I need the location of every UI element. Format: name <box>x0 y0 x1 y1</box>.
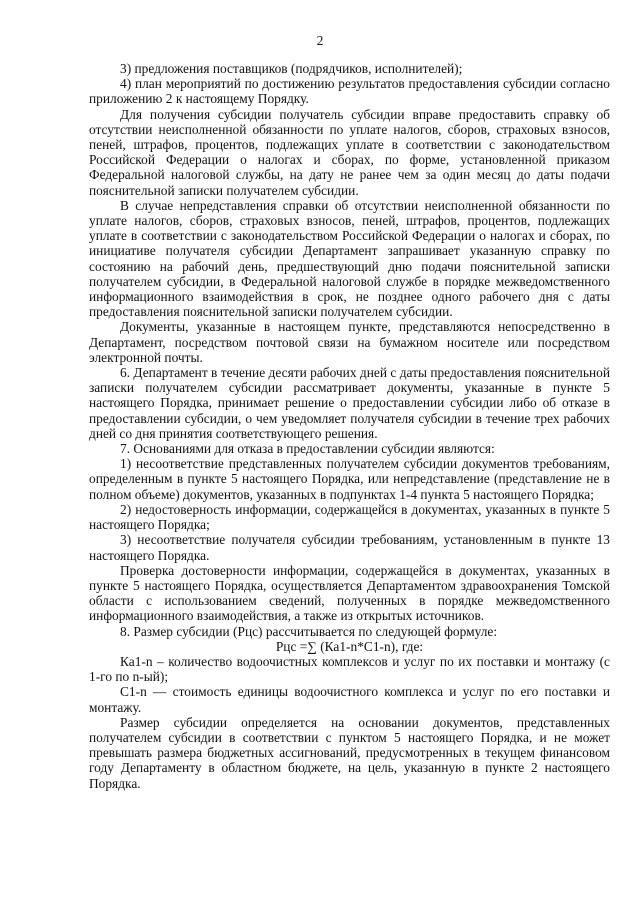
paragraph-certificate-request: В случае непредставления справки об отсутствии неисполненной обязанности по уплате налогов, сборов, страховых взносов, пеней, штрафов, процентов, подлежащих уплате в соответствии с законодательством Российской Федерации о налогах и сборах, по инициативе получателя субсидии Департамент запрашивает указанную справку по состоянию на рабочий день, предшествующий дню подачи пояснительной записки получателем субсидии, в Федеральной налоговой службе в порядке межведомственного информационного взаимодействия в срок, не позднее одного рабочего дня с даты предоставления пояснительной записки получателем субсидии. <box>89 197 610 320</box>
paragraph-tax-certificate: Для получения субсидии получатель субсидии вправе предоставить справку об отсутствии неисполненной обязанности по уплате налогов, сборов, страховых взносов, пеней, штрафов, процентов, подлежащих уплате в соответствии с законодательством Российской Федерации о налогах и сборах, по форме, установленной приказом Федеральной налоговой службы, на дату не ранее чем за один месяц до даты подачи пояснительной записки получателем субсидии. <box>89 106 610 198</box>
page-number: 2 <box>316 33 324 48</box>
paragraph-document-submission: Документы, указанные в настоящем пункте, представляются непосредственно в Департамент, посредством почтовой связи на бумажном носителе или посредством электронной почты. <box>89 319 610 365</box>
paragraph-refusal-1: 1) несоответствие представленных получателем субсидии документов требованиям, определенным в пункте 5 настоящего Порядка, или непредставление (представление не в полном объеме) документов, указанных в подпунктах 1-4 пункта 5 настоящего Порядка; <box>89 456 610 502</box>
document-body <box>89 61 610 791</box>
paragraph-item-3: 3) предложения поставщиков (подрядчиков, исполнителей); <box>120 61 463 76</box>
paragraph-point-8: 8. Размер субсидии (Рцс) рассчитывается по следующей формуле: <box>120 623 498 639</box>
paragraph-subsidy-limit: Размер субсидии определяется на основании документов, представленных получателем субсидии в соответствии с пунктом 5 настоящего Порядка, и не может превышать размера бюджетных ассигнований, предусмотренных в текущем финансовом году Департаменту в областном бюджете, на цель, указанную в пункте 2 настоящего Порядка. <box>89 714 610 791</box>
paragraph-point-6: 6. Департамент в течение десяти рабочих дней с даты предоставления пояснительной записки получателем субсидии рассматривает документы, указанные в пункте 5 настоящего Порядка, принимает решение о предоставлении субсидии либо об отказе в предоставлении субсидии, о чем уведомляет получателя субсидии в течение трех рабочих дней со дня принятия соответствующего решения. <box>89 365 610 441</box>
paragraph-verification: Проверка достоверности информации, содержащейся в документах, указанных в пункте 5 настоящего Порядка, осуществляется Департаментом здравоохранения Томской области с использованием сведений, полученных в порядке межведомственного информационного взаимодействия, а также из открытых источников. <box>89 562 610 624</box>
paragraph-refusal-2: 2) недостоверность информации, содержащейся в документах, указанных в пункте 5 настоящего Порядка; <box>89 501 610 533</box>
paragraph-ka-definition: Ка1-n – количество водоочистных комплексов и услуг по их поставки и монтажу (с 1-го по n-ый); <box>89 653 610 685</box>
subsidy-formula: Рцс =∑ (Ка1-n*С1-n), где: <box>275 638 424 654</box>
paragraph-point-7: 7. Основаниями для отказа в предоставлении субсидии являются: <box>120 441 495 457</box>
paragraph-item-4: 4) план мероприятий по достижению результатов предоставления субсидии согласно приложению 2 к настоящему Порядку. <box>89 76 610 107</box>
paragraph-c-definition: С1-n — стоимость единицы водоочистного комплекса и услуг по его поставки и монтажу. <box>89 684 610 715</box>
paragraph-refusal-3: 3) несоответствие получателя субсидии требованиям, установленным в пункте 13 настоящего Порядка. <box>89 532 610 563</box>
